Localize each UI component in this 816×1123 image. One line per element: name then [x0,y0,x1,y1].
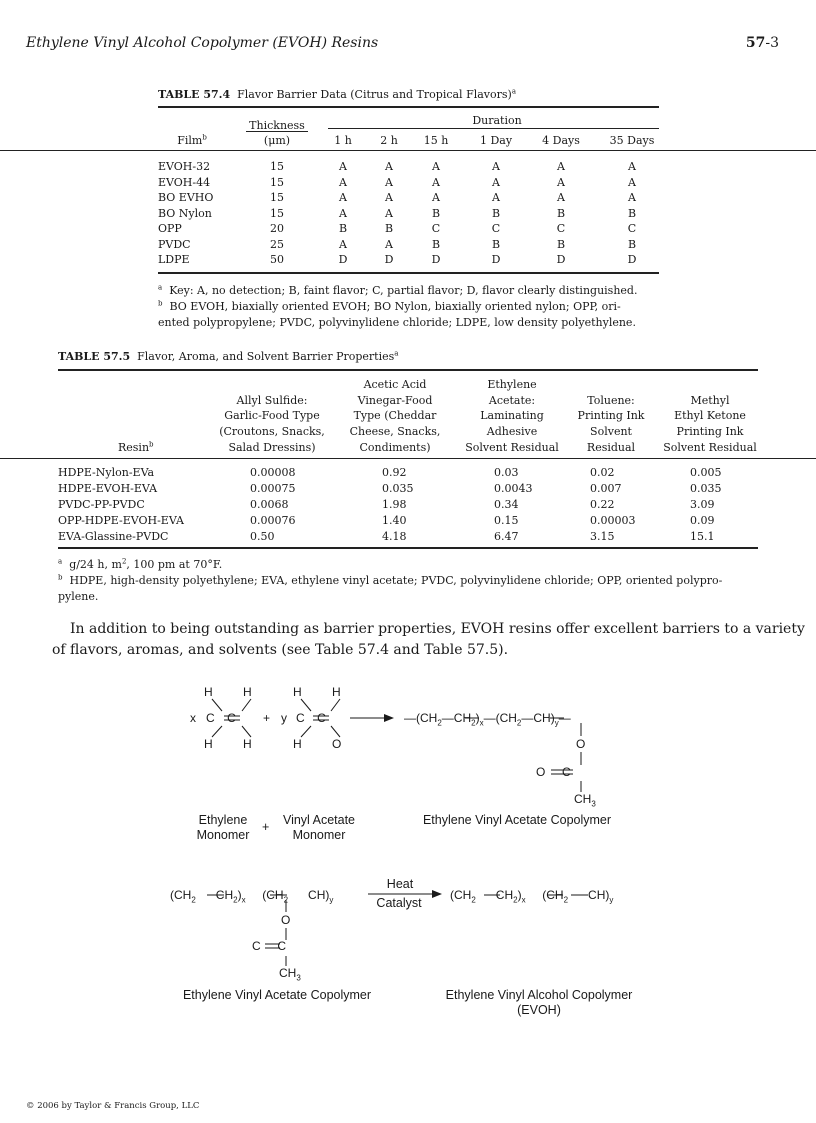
t2-col-allyl-sulfide: Allyl Sulfide: [236,393,308,407]
va-h-bottom: H [293,737,302,751]
t2-cell: 0.00008 [250,466,296,479]
t1-cell: A [385,175,393,189]
table-57-4-caption: TABLE 57.4 Flavor Barrier Data (Citrus and Tropical Flavors)$^a$ [158,87,516,101]
ethylene-coef-x: x [190,711,196,725]
scheme2-methyl: $CH_3$ [279,966,301,983]
t1-cell: A [339,237,347,251]
t2-row-label: HDPE-EVOH-EVA [58,482,158,495]
ethylene-h-top-left: H [204,685,213,699]
t1-cell: 15 [270,206,284,220]
t2-cell: 15.1 [690,530,715,543]
t2-footnote-b: $^b$ HDPE, high-density polyethylene; EVA, ethylene vinyl acetate; PVDC, polyvinylidene chloride; OPP, oriented polypro- [58,573,723,587]
eva-product-formula: $—(CH_2—CH_2)_x—(CH_2—CH)_y—$ [404,711,571,728]
t2-cell: 0.00003 [590,514,636,527]
t1-footnote-a: $^a$ Key: A, no detection; B, faint flavor; C, partial flavor; D, flavor clearly distinguished. [158,283,638,297]
t2-cell: 3.15 [590,530,615,543]
t2-col-toluene: Residual [586,441,636,454]
arrow-catalyst: Catalyst [376,896,422,910]
running-title: Ethylene Vinyl Alcohol Copolymer (EVOH) Resins [26,35,379,51]
t2-col-allyl-sulfide: (Croutons, Snacks, [219,425,325,439]
t2-cell: 1.40 [382,514,407,527]
t1-cell: 15 [270,175,284,189]
ethylene-h-bottom-left: H [204,737,213,751]
t2-col-ethylene-acetate: Ethylene [487,377,537,391]
t2-col-acetic-acid: Cheese, Snacks, [349,425,441,439]
t1-cell: A [557,191,565,204]
table-57-5-caption: TABLE 57.5 Flavor, Aroma, and Solvent Barrier Properties$^a$ [58,349,399,363]
t1-cell: 15 [270,160,284,173]
label-eva-copolymer: Ethylene Vinyl Acetate Copolymer [422,813,612,827]
t1-col-thickness-unit: (μm) [263,134,291,147]
t2-col-methyl-ethyl-ketone: Methyl [690,393,730,407]
t1-footnote-b: $^b$ BO EVOH, biaxially oriented EVOH; BO Nylon, biaxially oriented nylon; OPP, ori- [158,299,621,313]
t1-cell: C [556,222,566,235]
ethylene-h-bottom-right: H [243,737,252,751]
t2-cell: 0.22 [590,498,615,511]
scheme2-eva-formula: ($CH_2$ $CH_2)_x$ ($CH_2$ $CH)_y$ [170,888,334,905]
label-vinyl-acetate-monomer: Vinyl Acetate Monomer [282,813,356,842]
t1-row-label: BO Nylon [158,206,212,220]
t1-cell: B [556,237,566,251]
t1-cell: A [492,175,500,189]
t1-cell: A [628,191,636,204]
label-evoh-copolymer: Ethylene Vinyl Alcohol Copolymer (EVOH) [445,988,633,1017]
t2-col-acetic-acid: Acetic Acid [363,377,427,391]
t1-cell: A [557,160,565,173]
t1-thickness-group: Thickness [249,119,305,132]
t1-cell: 25 [270,237,284,251]
copyright: © 2006 by Taylor & Francis Group, LLC [26,1101,200,1111]
t1-cell: B [491,206,501,220]
t2-cell: 0.15 [494,514,519,527]
t1-cell: B [384,222,394,235]
eva-product-carbonyl: O C [536,765,571,779]
t1-cell: A [385,206,393,220]
t1-cell: A [339,160,347,173]
t2-cell: 1.98 [382,498,407,511]
t1-cell: B [431,206,441,220]
t1-col-35days: 35 Days [609,134,655,147]
t1-cell: A [339,206,347,220]
t1-cell: B [627,237,637,251]
scheme2-carbon-double-bond: C C [252,939,287,953]
t1-cell: B [627,206,637,220]
va-h-top-left: H [293,685,302,699]
t1-col-1h: 1 h [334,134,352,147]
t2-col-acetic-acid: Condiments) [359,441,431,454]
t1-row-label: PVDC [158,237,191,251]
ethylene-h-top-right: H [243,685,252,699]
paragraph-line-2: of flavors, aromas, and solvents (see Table 57.4 and Table 57.5). [52,642,509,658]
va-carbon-double-bond: C C [296,711,326,725]
t1-cell: 50 [270,253,284,266]
t2-col-ethylene-acetate: Laminating [480,409,544,423]
label-eva-copolymer-2: Ethylene Vinyl Acetate Copolymer [182,988,372,1002]
t2-cell: 0.50 [250,530,275,543]
t1-duration-group: Duration [472,114,522,127]
va-oxygen: O [332,737,342,751]
t1-cell: A [432,191,440,204]
t2-col-ethylene-acetate: Acetate: [488,393,536,407]
t2-footnote-a: $^a$ g/24 h, $m^2$, 100 pm at 70°F. [58,557,223,571]
t2-row-label: EVA-Glassine-PVDC [58,530,169,543]
eva-product-methyl: $CH_3$ [574,792,596,809]
t1-cell: D [627,253,637,266]
t1-footnote-b-cont: ented polypropylene; PVDC, polyvinylidene chloride; LDPE, low density polyethylene. [158,316,636,329]
t1-cell: A [492,160,500,173]
t2-cell: 0.0043 [494,482,533,495]
arrow-heat: Heat [386,877,414,891]
t1-row-label: LDPE [158,253,190,266]
t1-cell: A [432,160,440,173]
t1-cell: A [557,175,565,189]
t2-cell: 0.02 [590,466,615,479]
t2-col-resin: Resin$^b$ [118,440,154,454]
t1-cell: A [628,160,636,173]
t1-cell: D [556,253,566,266]
label-ethylene-monomer: Ethylene Monomer [196,813,250,842]
t2-col-ethylene-acetate: Adhesive [486,425,538,439]
t2-cell: 0.03 [494,466,519,479]
page-number: 57-3 [745,35,779,51]
t2-col-allyl-sulfide: Salad Dressins) [228,441,316,454]
t2-col-toluene: Solvent [590,425,632,439]
t1-col-15h: 15 h [423,134,449,147]
t1-cell: A [385,237,393,251]
t2-cell: 0.0068 [250,498,289,511]
t2-cell: 0.09 [690,514,715,527]
t2-cell: 0.92 [382,466,407,479]
t2-cell: 4.18 [382,530,407,543]
t2-cell: 0.00076 [250,514,296,527]
t1-cell: C [491,222,501,235]
t1-cell: D [338,253,348,266]
t1-col-4days: 4 Days [542,134,580,147]
t1-row-label: EVOH-32 [158,160,211,173]
t1-cell: C [627,222,637,235]
t1-cell: A [339,191,347,204]
t1-cell: B [556,206,566,220]
t2-cell: 3.09 [690,498,715,511]
t1-cell: 20 [270,222,284,235]
t1-cell: A [339,175,347,189]
plus-sign: + [263,711,271,725]
t2-col-allyl-sulfide: Garlic-Food Type [224,409,320,423]
t2-cell: 0.34 [494,498,519,511]
t1-cell: A [492,191,500,204]
scheme2-oxygen: O [281,913,291,927]
t2-cell: 6.47 [494,530,519,543]
va-coef-y: y [281,711,287,725]
t1-cell: A [628,175,636,189]
t1-row-label: OPP [158,222,182,235]
t2-col-acetic-acid: Vinegar-Food [357,393,433,407]
t2-footnote-b-cont: pylene. [58,590,99,603]
t1-row-label: EVOH-44 [158,175,211,189]
label-plus: + [262,820,270,834]
scheme2-evoh-formula: ($CH_2$ $CH_2)_x$ ($CH_2$ $CH)_y$ [450,888,614,905]
t2-cell: 0.005 [690,466,722,479]
t2-row-label: HDPE-Nylon-EVa [58,466,155,479]
t2-cell: 0.00075 [250,482,296,495]
t2-row-label: PVDC-PP-PVDC [58,498,145,511]
t2-col-ethylene-acetate: Solvent Residual [465,441,559,454]
t1-cell: D [431,253,441,266]
t1-col-film: Film$^b$ [177,133,207,147]
t2-col-methyl-ethyl-ketone: Ethyl Ketone [674,409,746,423]
t1-cell: B [431,237,441,251]
t1-cell: B [491,237,501,251]
t1-cell: A [385,160,393,173]
va-h-top-right: H [332,685,341,699]
t1-cell: A [432,175,440,189]
t2-cell: 0.035 [382,482,414,495]
t2-cell: 0.035 [690,482,722,495]
t1-cell: B [338,222,348,235]
eva-product-oxygen: O [576,737,586,751]
t1-cell: A [385,191,393,204]
t1-cell: D [384,253,394,266]
t2-col-toluene: Toluene: [587,393,635,407]
t2-col-toluene: Printing Ink [577,409,645,423]
paragraph-line-1: In addition to being outstanding as barrier properties, EVOH resins offer excellent barriers to a variety [70,621,805,637]
t2-col-methyl-ethyl-ketone: Solvent Residual [663,441,757,454]
t1-col-2h: 2 h [380,134,398,147]
t1-cell: D [491,253,501,266]
t1-col-1day: 1 Day [479,134,513,147]
t2-col-acetic-acid: Type (Cheddar [353,409,437,423]
t1-cell: 15 [270,191,284,204]
t2-col-methyl-ethyl-ketone: Printing Ink [676,425,744,439]
ethylene-carbon-double-bond: C C [206,711,236,725]
t2-row-label: OPP-HDPE-EVOH-EVA [58,514,184,527]
t1-row-label: BO EVHO [158,191,214,204]
t2-cell: 0.007 [590,482,622,495]
t1-cell: C [431,222,441,235]
